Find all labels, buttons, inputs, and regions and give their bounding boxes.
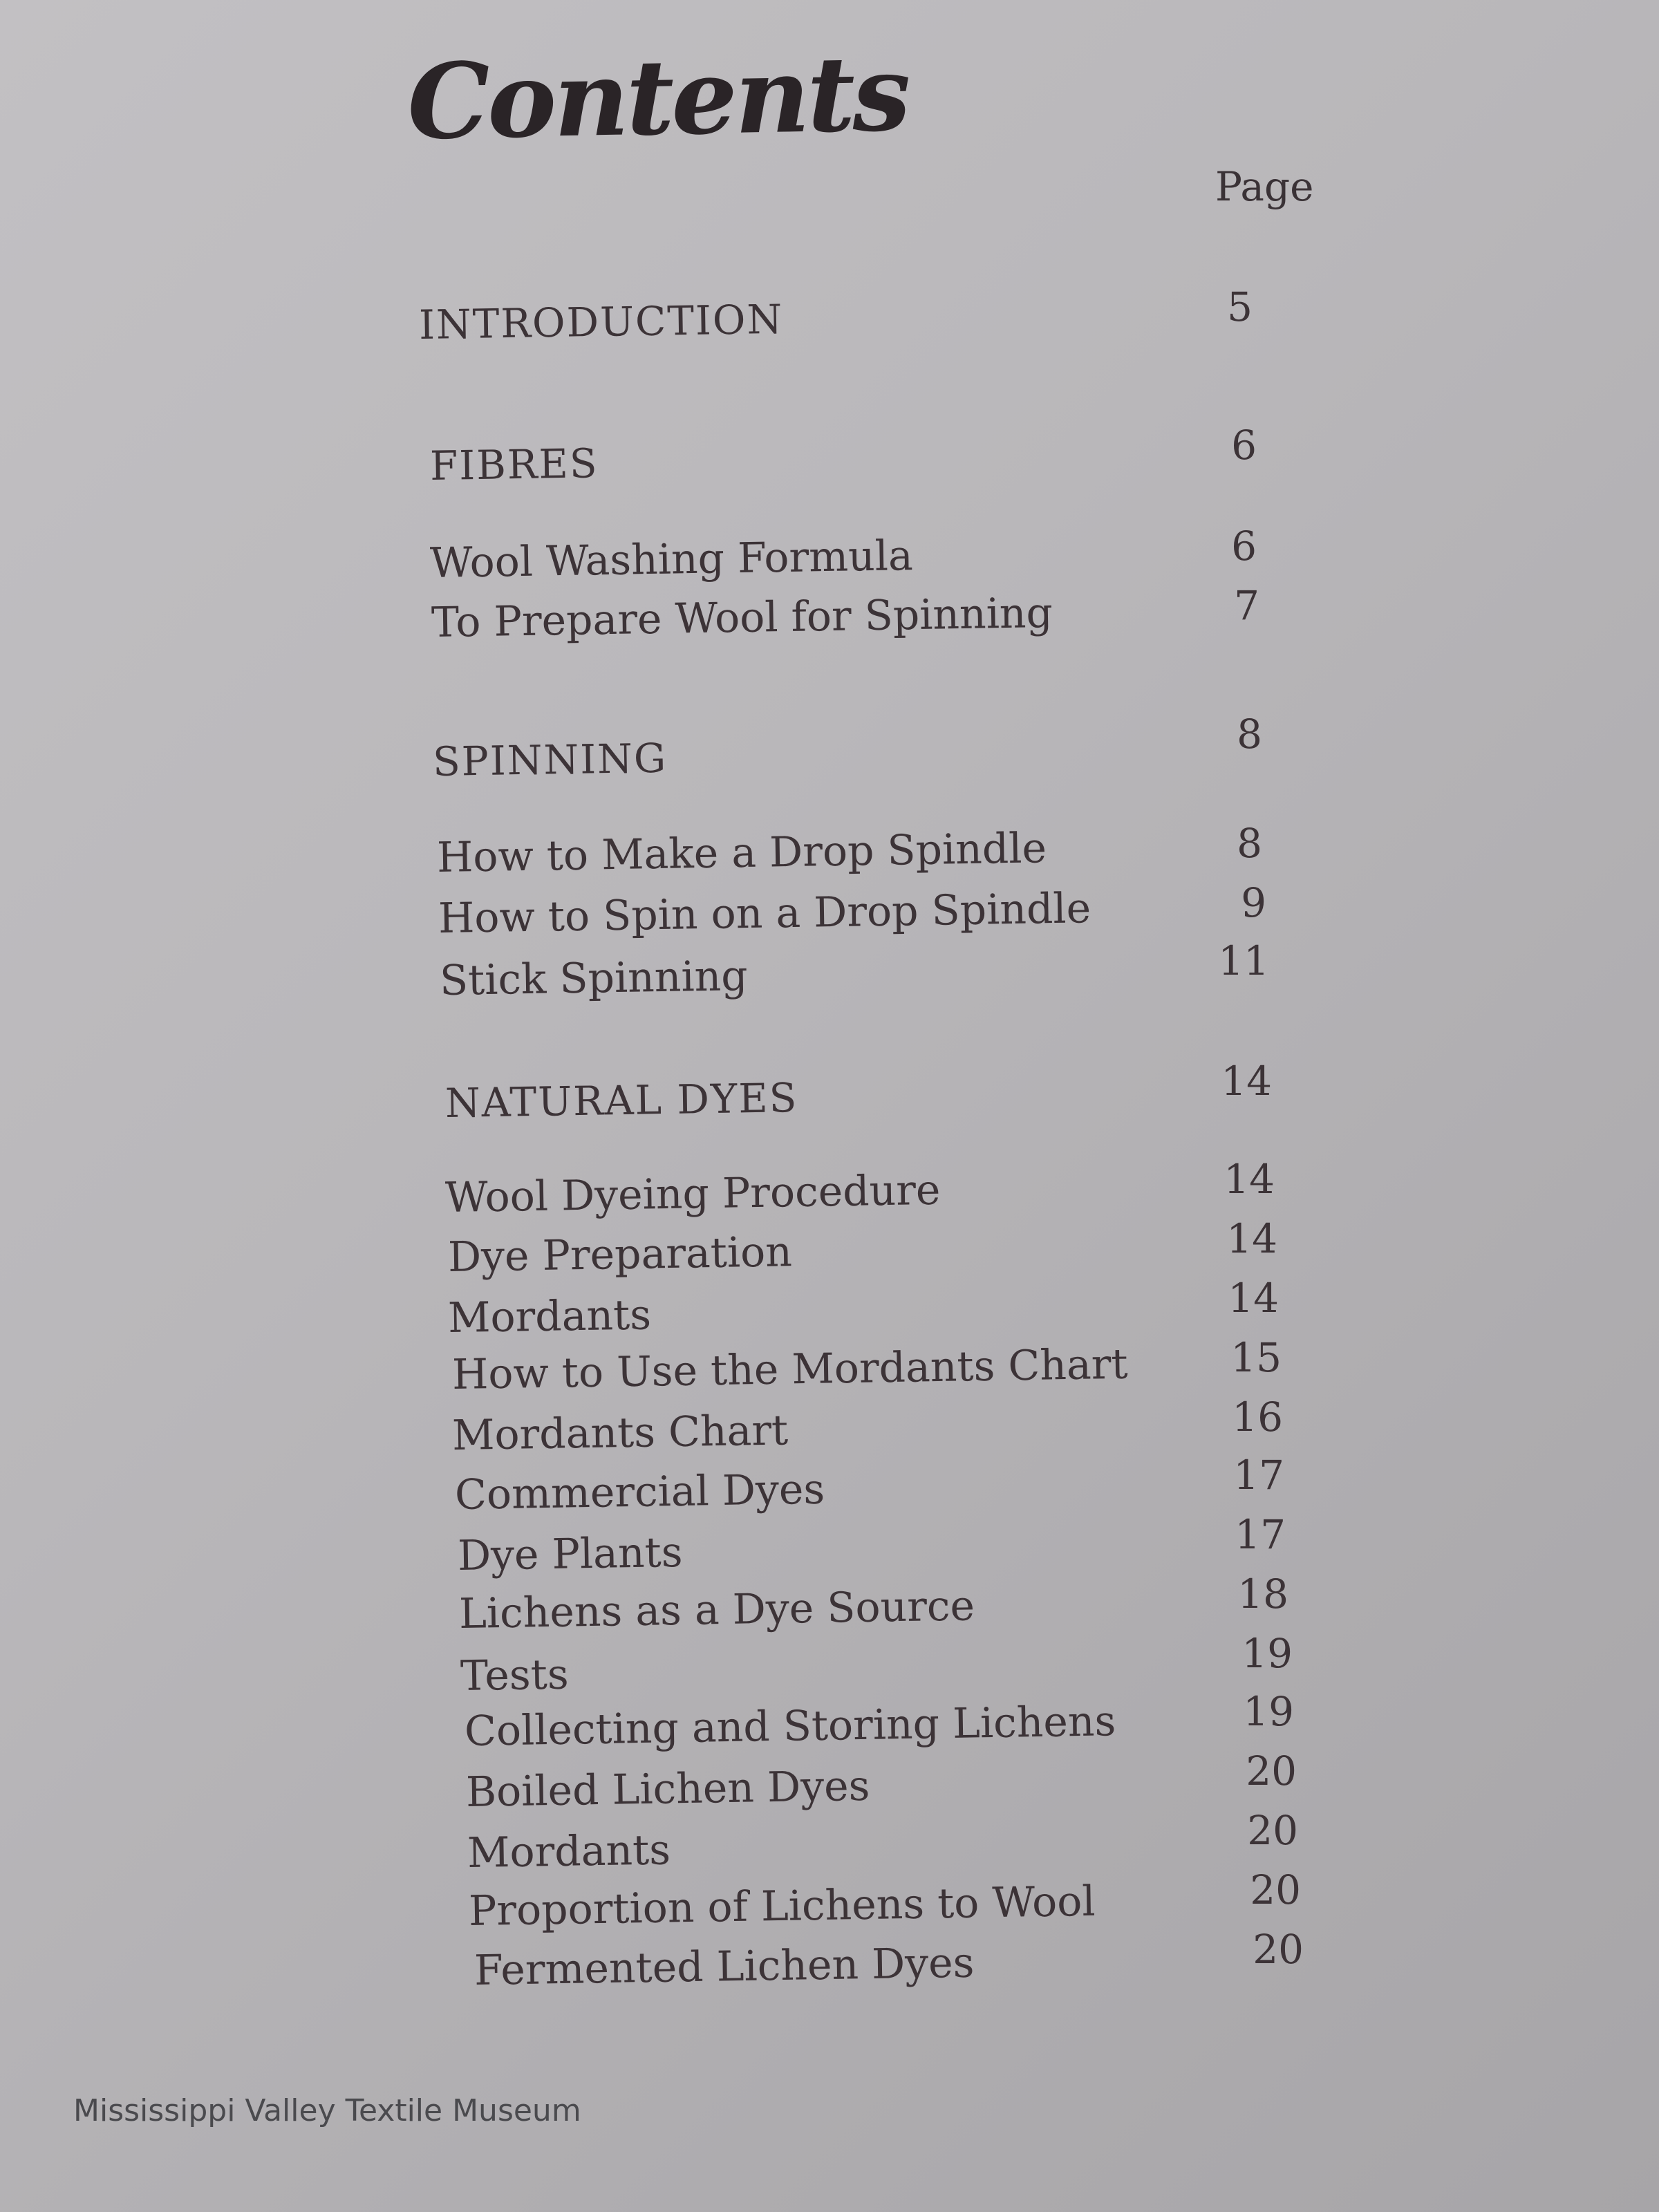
toc-page-number: 14: [1226, 1215, 1277, 1262]
toc-entry-title: Stick Spinning: [439, 952, 749, 1005]
toc-page-number: 14: [1224, 1156, 1275, 1203]
toc-page-number: 20: [1250, 1866, 1301, 1913]
toc-entry-title: Commercial Dyes: [454, 1465, 825, 1519]
toc-section-heading: INTRODUCTION: [418, 295, 784, 348]
toc-page-number: 17: [1233, 1452, 1284, 1499]
toc-entry-title: Collecting and Storing Lichens: [464, 1697, 1116, 1756]
toc-page-number: 20: [1246, 1747, 1297, 1794]
toc-page-number: 11: [1218, 937, 1269, 984]
toc-entry-title: To Prepare Wool for Spinning: [431, 588, 1053, 647]
toc-page-number: 6: [1231, 523, 1257, 570]
toc-page-number: 16: [1232, 1394, 1283, 1441]
toc-page-number: 14: [1221, 1058, 1272, 1105]
toc-entry-title: Dye Plants: [457, 1528, 683, 1580]
toc-entry-title: Boiled Lichen Dyes: [465, 1761, 870, 1817]
page-title: Contents: [406, 32, 909, 163]
toc-entry-title: How to Spin on a Drop Spindle: [438, 884, 1091, 943]
toc-section-heading: FIBRES: [429, 440, 599, 489]
toc-page-number: 7: [1234, 582, 1259, 629]
toc-page-number: 18: [1237, 1571, 1288, 1618]
toc-section-heading: SPINNING: [432, 734, 668, 785]
toc-page-number: 6: [1231, 422, 1257, 469]
toc-page-number: 19: [1243, 1688, 1294, 1735]
toc-entry-title: Wool Dyeing Procedure: [444, 1165, 941, 1222]
toc-page-number: 19: [1241, 1630, 1293, 1677]
toc-entry-title: Dye Preparation: [447, 1228, 793, 1282]
toc-entry-title: How to Use the Mordants Chart: [451, 1340, 1129, 1399]
toc-page-number: 9: [1241, 879, 1266, 926]
toc-entry-title: How to Make a Drop Spindle: [436, 824, 1047, 882]
toc-page-number: 20: [1247, 1807, 1298, 1854]
toc-page-number: 8: [1237, 820, 1262, 867]
toc-entry-title: Proportion of Lichens to Wool: [468, 1877, 1096, 1936]
toc-page-number: 17: [1235, 1511, 1286, 1558]
watermark-caption: Mississippi Valley Textile Museum: [73, 2093, 581, 2128]
toc-entry-title: Tests: [460, 1650, 570, 1700]
toc-page-number: 20: [1253, 1926, 1304, 1973]
toc-entry-title: Mordants Chart: [451, 1406, 789, 1460]
toc-entry-title: Wool Washing Formula: [429, 532, 914, 588]
toc-page-number: 14: [1228, 1275, 1279, 1322]
toc-section-heading: NATURAL DYES: [444, 1074, 798, 1127]
toc-entry-title: Lichens as a Dye Source: [458, 1582, 975, 1638]
toc-page-number: 5: [1227, 283, 1253, 330]
toc-page-number: 8: [1237, 711, 1262, 758]
toc-entry-title: Mordants: [447, 1291, 652, 1342]
page-column-header: Page: [1215, 163, 1314, 210]
toc-entry-title: Fermented Lichen Dyes: [474, 1938, 975, 1995]
toc-page-number: 15: [1230, 1334, 1282, 1381]
toc-entry-title: Mordants: [467, 1826, 671, 1877]
